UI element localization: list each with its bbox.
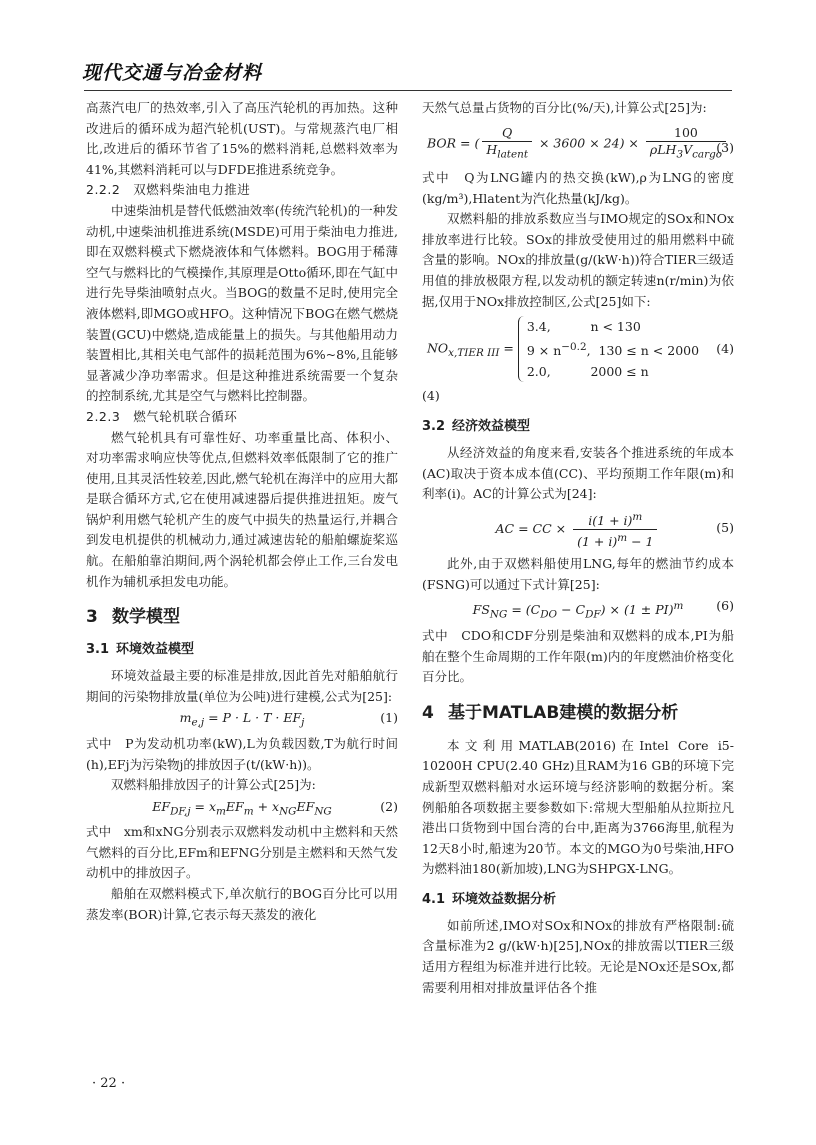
paragraph: 从经济效益的角度来看,安装各个推进系统的年成本(AC)取决于资本成本值(CC)、平均预期工作年限(m)和利率(i)。AC的计算公式为[24]: (422, 445, 734, 502)
section-heading (86, 604, 398, 630)
right-column (422, 98, 734, 998)
equation-number: (2) (380, 798, 398, 814)
section-title: 基于MATLAB建模的数据分析 (448, 702, 679, 723)
subsection-title: 环境效益模型 (116, 642, 195, 658)
journal-title: 现代交通与冶金材料 (82, 62, 263, 84)
paragraph: 燃气轮机具有可靠性好、功率重量比高、体积小、对功率需求响应快等优点,但燃料效率低限制了它的推广使用,且其灵活性较差,因此,燃气轮机在海洋中的应用大都是联合循环方式,它在使用减速器后提供推进扭矩。废气锅炉利用燃气轮机产生的废气中损失的热量运行,并耦合到发电机提供的机械动力,通过减速齿轮的船舶螺旋桨巡航。在船舶靠泊期间,两个涡轮机都会停止工作,三台发电机作为辅机承担发电功能。 (86, 429, 398, 589)
equation-6: $FS_{NG} = (C_{DO} - C_{DF}) \times (1 \pm PI)^m$ (6) (422, 595, 734, 626)
paragraph: 双燃料船的排放系数应当与IMO规定的SOx和NOx排放率进行比较。SOx的排放受使用过的船用燃料中硫含量的影响。NOx的排放量(g/(kW·h))符合TIER三级适用值的排放极限方程,以发动机的额定转速n(r/min)为依据,仅用于NOx排放控制区,公式[25]如下: (422, 211, 734, 309)
paragraph: 式中 CDO和CDF分别是柴油和双燃料的成本,PI为船舶在整个生命周期的工作年限(m)内的年度燃油价格变化百分比。 (422, 627, 734, 685)
equation-number: (6) (716, 598, 734, 614)
equation-1: $m_{e,j} = P \cdot L \cdot T \cdot EF_j$ (1) (86, 707, 398, 734)
subsection-number: 3.2 (422, 419, 446, 434)
paragraph: 双燃料船排放因子的计算公式[25]为: (111, 777, 316, 793)
subsection-number: 3.1 (86, 642, 110, 658)
subsection-heading: 2.2.2 双燃料柴油电力推进 (86, 182, 251, 198)
paragraph: (4) (422, 388, 440, 404)
paragraph: 式中 Q为LNG罐内的热交换(kW),ρ为LNG的密度(kg/m³),Hlatent为汽化热量(kJ/kg)。 (422, 170, 734, 206)
equation-2: $EF_{DF,j} = x_mEF_m + x_{NG}EF_{NG}$ (2) (86, 796, 398, 823)
header-rule (84, 90, 732, 91)
subsection-heading (422, 890, 734, 910)
paragraph: 船舶在双燃料模式下,单次航行的BOG百分比可以用蒸发率(BOR)计算,它表示每天蒸发的液化 (86, 886, 398, 922)
subsection-heading: 2.2.3 燃气轮机联合循环 (86, 408, 238, 424)
paragraph: 式中 P为发动机功率(kW),L为负载因数,T为航行时间(h),EFj为污染物j的排放因子(t/(kW·h))。 (86, 735, 398, 772)
section-title: 数学模型 (112, 607, 180, 628)
equation-number: (4) (716, 341, 734, 357)
section-number: 3 (86, 607, 98, 628)
equation-number: (3) (716, 139, 734, 155)
equation-number: (5) (716, 519, 734, 535)
subsection-title: 经济效益模型 (452, 419, 531, 434)
paragraph: 环境效益最主要的标准是排放,因此首先对船舶航行期间的污染物排放量(单位为公吨)进行建模,公式为[25]: (86, 668, 398, 704)
paragraph: 本文利用MATLAB(2016)在Intel Core i5-10200H CPU(2.40 GHz)且RAM为16 GB的环境下完成新型双燃料船对水运环境与经济影响的数据分析。案例船舶各项数据主要参数如下:常规大型船舶从拉斯拉凡港出口货物到中国台湾的台中,距离为3766海里,航程为12天8小时,船速为20节。本文的MGO为0号柴油,HFO为燃料油180(新加坡),LNG为SHPGX-LNG。 (422, 737, 734, 877)
subsection-title: 环境效益数据分析 (452, 891, 557, 907)
paragraph: 如前所述,IMO对SOx和NOx的排放有严格限制:硫含量标准为2 g/(kW·h)[25],NOx的排放需以TIER三级适用方程组为标准并进行比较。无论是NOx还是SOx,都需要利用相对排放量评估各个推 (422, 917, 734, 995)
paragraph: 天然气总量占货物的百分比(%/天),计算公式[25]为: (422, 100, 707, 115)
section-number: 4 (422, 702, 434, 723)
equation-5: AC = CC × $\frac{i(1 + i)^m}{(1 + i)^m - 1}$ (5) (495, 510, 734, 550)
equation-3: BOR = ( $\frac{Q}{H_{latent}}$ × 3600 × 24) × $\frac{100}{\rho LH_3V_{cargo}}$ (3) (426, 124, 734, 161)
paragraph: 高蒸汽电厂的热效率,引入了高压汽轮机的再加热。这种改进后的循环成为超汽轮机(UST)。与常规蒸汽电厂相比,改进后的循环节省了15%的燃料消耗,总燃料效率为41%,其燃料消耗可以与DFDE推进系统竞争。 (86, 100, 398, 177)
paragraph: 此外,由于双燃料船使用LNG,每年的燃油节约成本(FSNG)可以通过下式计算[25]: (422, 556, 734, 592)
equation-number: (1) (380, 710, 398, 726)
section-heading (422, 700, 734, 726)
page-number: · 22 · (92, 1076, 126, 1091)
equation-4: $NO_{x,TIER III}$ = 3.4, n < 130 $9 \times n^{-0.2}$, 130 ≤ n < 2000 2.0, 2000 ≤ n (4) (422, 316, 734, 382)
paragraph: 式中 xm和xNG分别表示双燃料发动机中主燃料和天然气燃料的百分比,EFm和EFNG分别是主燃料和天然气发动机中的排放因子。 (86, 824, 398, 881)
left-column (86, 98, 398, 925)
paragraph: 中速柴油机是替代低燃油效率(传统汽轮机)的一种发动机,中速柴油机推进系统(MSDE)可用于柴油电力推进,即在双燃料模式下燃烧液体和气体燃料。BOG用于稀薄空气与燃料比的气模操作,其原理是Otto循环,即在气缸中进行先导柴油喷射点火。当BOG的数量不足时,使用完全液体燃料,即MGO或HFO。这种情况下BOG在燃气燃烧装置(GCU)中燃烧,造成能量上的损失。与其他船用动力装置相比,其相关电气部件的损耗范围为6%~8%,且能够显著减少净功率需求。但是这种推进系统需要一个复杂的控制系统,尤其是空气与燃料比控制器。 (86, 202, 398, 404)
subsection-number: 4.1 (422, 891, 446, 907)
subsection-heading (86, 640, 398, 660)
subsection-heading (422, 417, 734, 437)
